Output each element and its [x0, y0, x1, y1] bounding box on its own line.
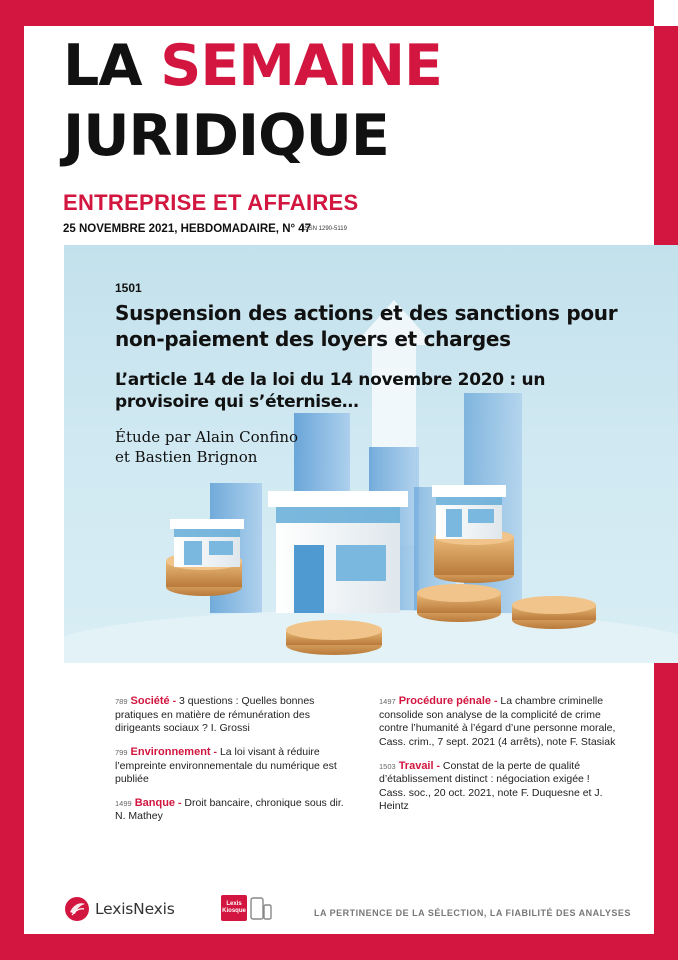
summary-left-column	[115, 694, 355, 833]
lexisnexis-logo[interactable]	[64, 896, 175, 922]
lead-article-authors	[115, 428, 415, 467]
item-dash: -	[493, 695, 498, 707]
lexisnexis-logo-icon	[64, 896, 90, 922]
item-text: 3 questions : Quelles bonnes pratiques en matière de rémunération des dirigeants sociaux ? I. Grossi	[115, 695, 315, 735]
item-number: 799	[115, 747, 128, 757]
brand-name: LexisNexis	[95, 900, 175, 918]
item-category: Environnement	[130, 745, 211, 758]
item-dash: -	[213, 745, 218, 758]
kiosque-icon[interactable]	[221, 895, 247, 921]
masthead-semaine: SEMAINE	[160, 33, 442, 99]
item-dash: -	[172, 695, 177, 707]
masthead-line1	[63, 33, 442, 99]
item-number: 1503	[379, 761, 396, 771]
kiosque-line2: Kiosque	[222, 907, 246, 914]
authors-line2: et Bastien Brignon	[115, 447, 258, 466]
tagline: LA PERTINENCE DE LA SÉLECTION, LA FIABILITÉ DES ANALYSES	[314, 908, 631, 918]
devices-icon	[250, 897, 272, 921]
issue-info: 25 NOVEMBRE 2021, HEBDOMADAIRE, N° 47	[63, 223, 312, 235]
item-text: La loi visant à réduire l’empreinte environnementale du numérique est publiée	[115, 745, 337, 786]
frame-top	[0, 0, 678, 26]
summary-item[interactable]	[115, 796, 355, 824]
item-category: Travail	[398, 759, 434, 772]
summary-item[interactable]	[115, 745, 355, 787]
item-category: Banque	[134, 796, 176, 809]
item-category: Société	[130, 695, 170, 707]
summary-item[interactable]	[379, 694, 619, 750]
item-number: 789	[115, 697, 128, 706]
item-number: 1497	[379, 697, 396, 706]
item-category: Procédure pénale	[398, 695, 492, 707]
masthead-la: LA	[63, 33, 142, 99]
lead-article-subtitle: L’article 14 de la loi du 14 novembre 2020 : un provisoire qui s’éternise…	[115, 370, 546, 412]
item-text: La chambre criminelle consolide son analyse de la complicité de crime contre l’humanité à l’égard d’une personne morale, Cass. crim., 7 sept. 2021 (4 arrêts), note F. Stasiak	[379, 695, 616, 748]
masthead-subtitle: ENTREPRISE ET AFFAIRES	[63, 190, 359, 215]
summary-item[interactable]	[115, 694, 355, 736]
lead-article-number: 1501	[115, 281, 142, 295]
lead-article-title[interactable]: Suspension des actions et des sanctions pour non-paiement des loyers et charges	[115, 301, 618, 351]
item-text: Droit bancaire, chronique sous dir. N. Mathey	[115, 796, 344, 823]
summary-item[interactable]	[379, 759, 619, 815]
summary-right-column	[379, 694, 619, 823]
authors-line1: Étude par Alain Confino	[115, 428, 299, 446]
item-number: 1499	[115, 798, 132, 808]
issn: ISSN 1290-5119	[303, 226, 347, 232]
item-dash: -	[177, 796, 182, 809]
item-dash: -	[436, 759, 440, 772]
masthead-juridique: JURIDIQUE	[63, 103, 389, 169]
kiosque-line1: Lexis	[226, 901, 242, 907]
item-text: Constat de la perte de qualité d’établissement distinct : négociation exigée ! Cass. soc., 20 oct. 2021, note F. Duquesne et J. Heintz	[379, 759, 603, 813]
